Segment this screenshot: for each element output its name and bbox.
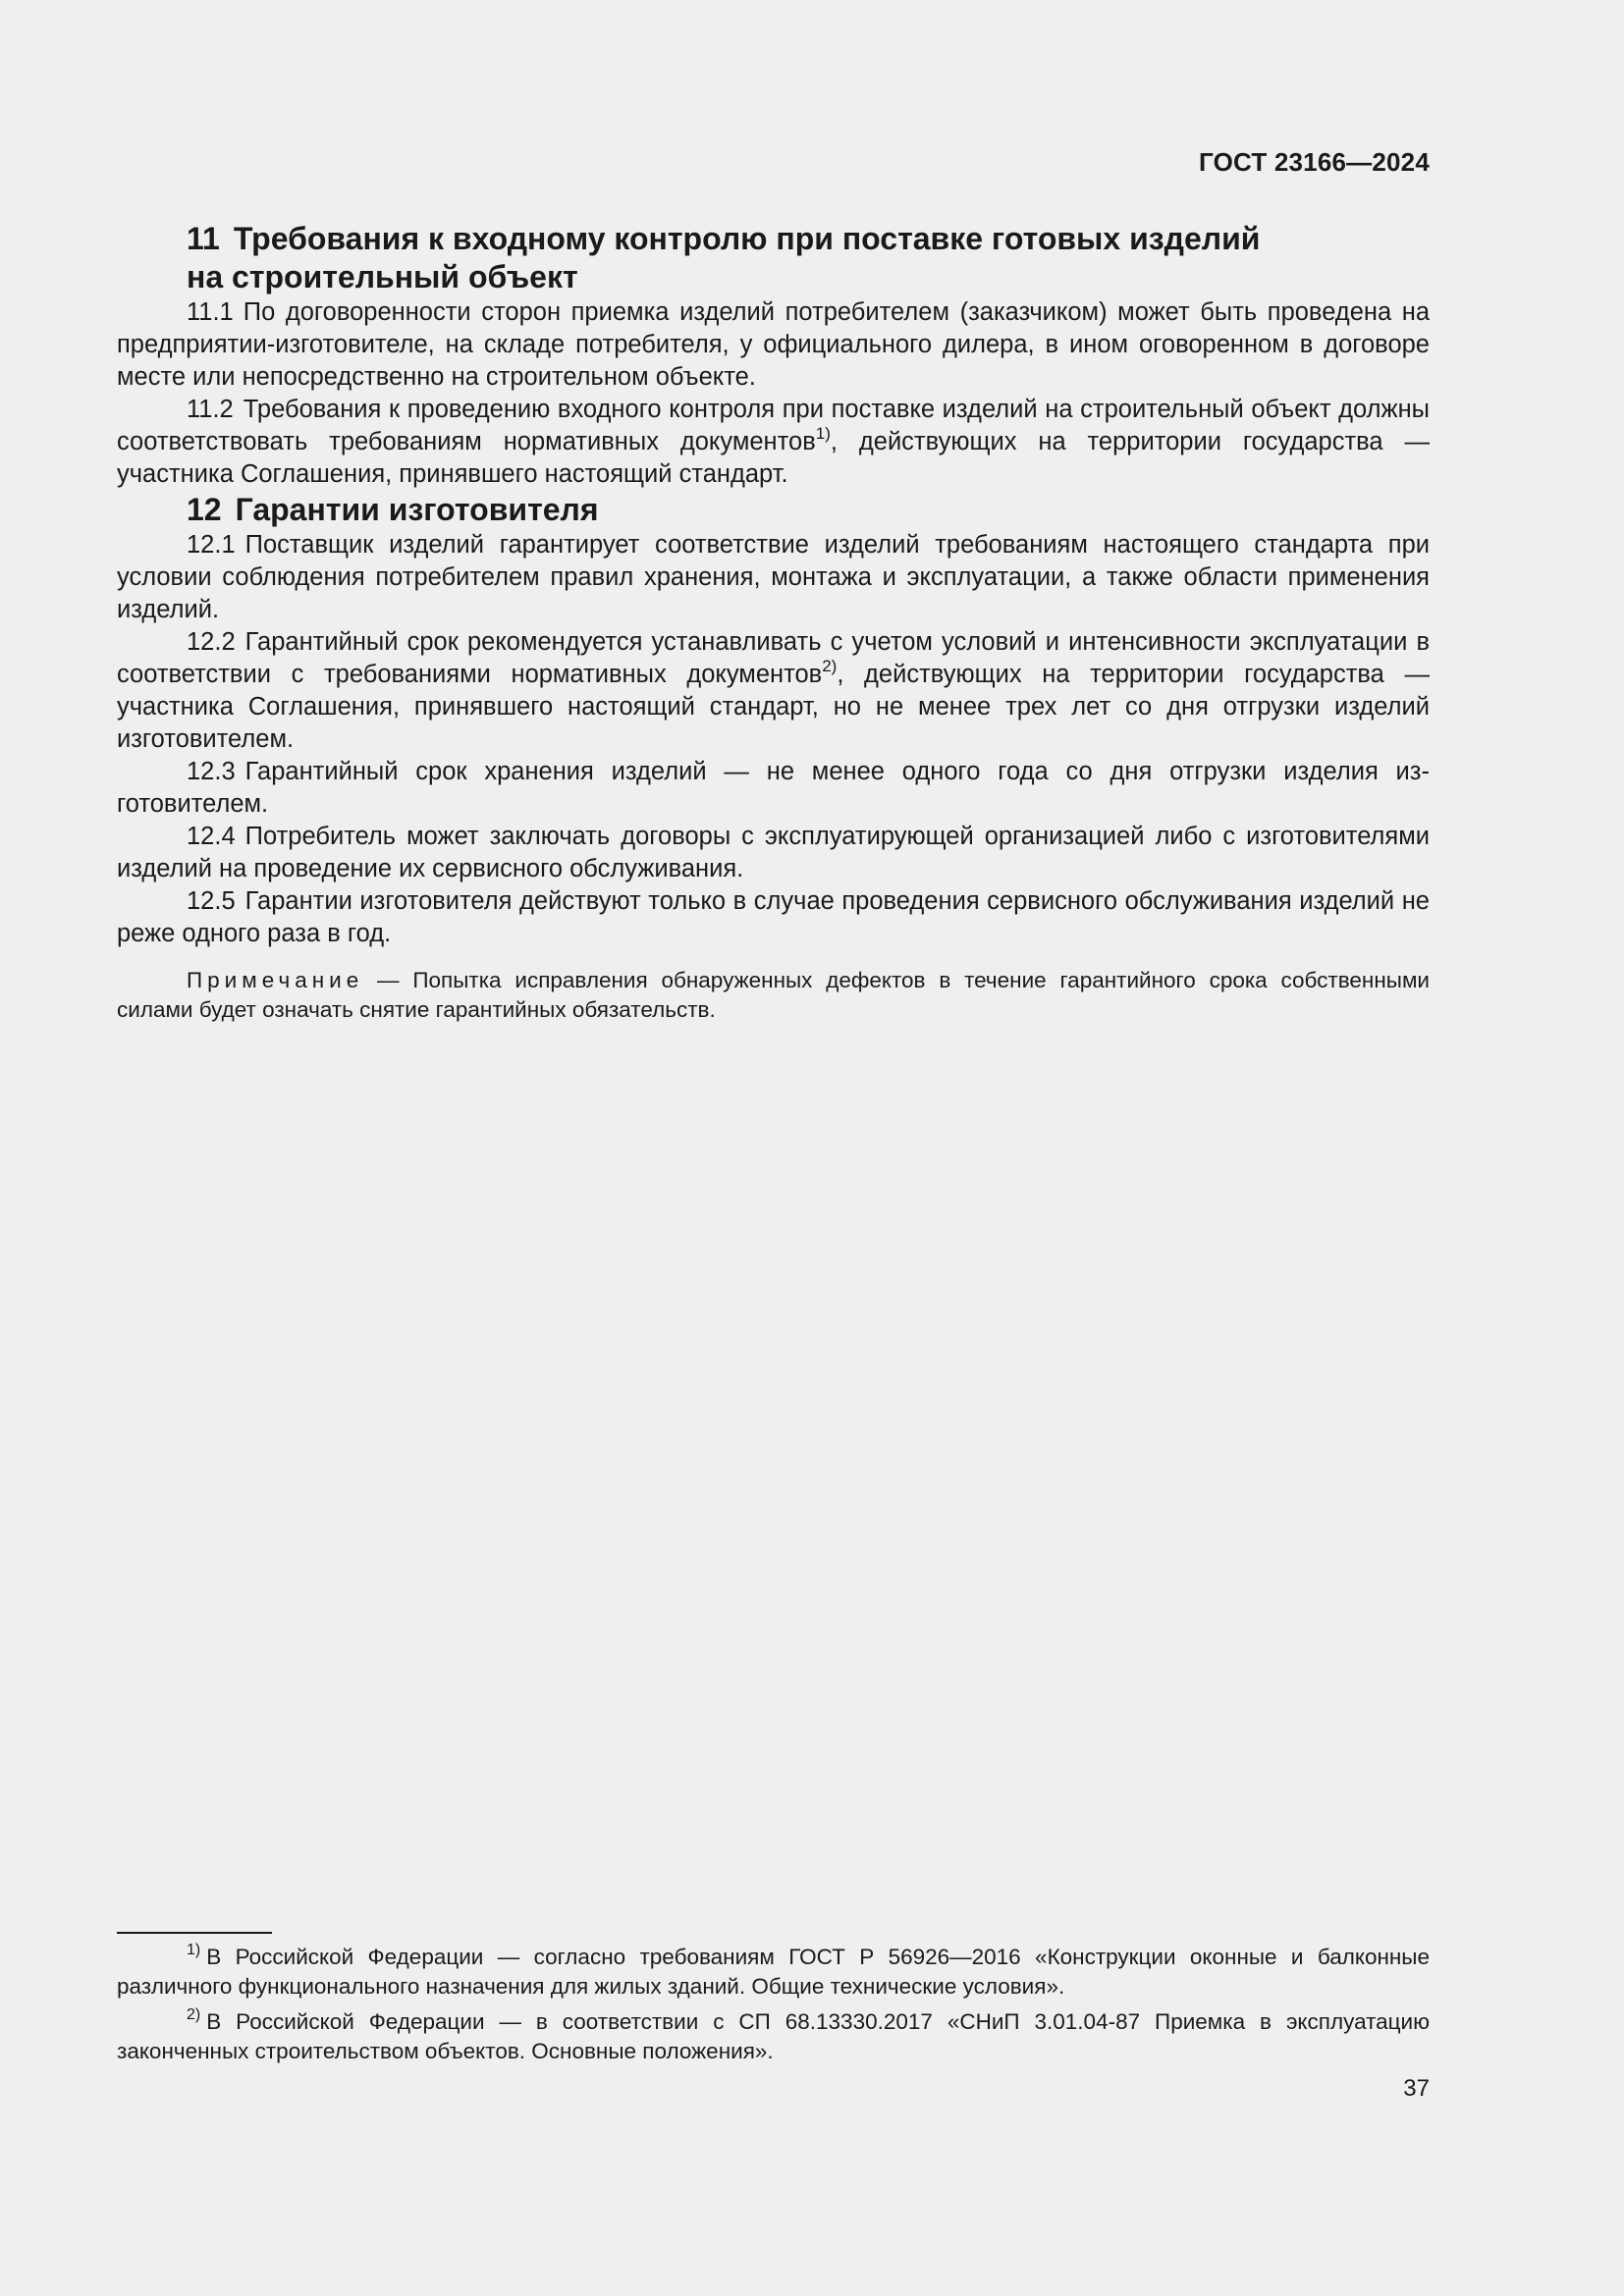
paragraph-text: Поставщик изделий гарантирует соответствие изделий требованиям настоящего стандарта при условии соблюдения потребителем правил хранения, монтажа и эксплуатации, а также области применения изделий. [117,531,1430,623]
section-number: 11 [187,221,220,256]
paragraph-number: 12.5 [187,887,236,915]
main-content [117,220,1430,1025]
paragraph-text: Гарантийный срок хранения изделий — не менее одного года со дня отгрузки изделия изготовителем. [117,758,1430,818]
paragraph-number: 11.2 [187,396,234,423]
paragraph-11-2 [117,394,1430,491]
footnote-1 [117,1943,1430,2002]
paragraph-text: Гарантии изготовителя действуют только в случае проведения сервисного обслуживания изделий не реже одного раза в год. [117,887,1430,947]
paragraph-12-5 [117,885,1430,950]
paragraph-text-cont: , действующих на территории государства — участника Соглашения, принявшего настоящий стандарт. [117,428,1430,488]
paragraph-number: 11.1 [187,298,234,326]
section-title-line1: Требования к входному контролю при поставке готовых изделий [233,221,1261,256]
note-label: Примечание [187,968,364,992]
footnote-mark: 2) [187,2006,201,2023]
paragraph-number: 12.4 [187,823,236,850]
page-number: 37 [1403,2075,1430,2102]
footnote-text: В Российской Федерации — в соответствии с СП 68.13330.2017 «СНиП 3.01.04-87 Приемка в эксплуатацию законченных строительством объектов. Основные положения». [117,2009,1430,2063]
paragraph-text: Потребитель может заключать договоры с эксплуатирующей организацией либо с изготовителями изделий на проведение их сервисного обслуживания. [117,823,1430,882]
note [117,966,1430,1025]
paragraph-12-2 [117,626,1430,756]
paragraph-text-cont: , действующих на территории государства — участника Соглашения, принявшего настоящий стандарт, но не менее трех лет со дня отгрузки изделий изготовителем. [117,661,1430,753]
document-code: ГОСТ 23166—2024 [1199,147,1430,177]
paragraph-12-4 [117,821,1430,885]
section-title-line2: на строительный объект [187,259,578,294]
footnote-ref-2[interactable]: 2) [822,657,838,675]
footnote-mark: 1) [187,1942,201,1958]
section-title: Гарантии изготовителя [235,492,599,527]
paragraph-text: По договоренности сторон приемка изделий потребителем (заказчиком) может быть проведена на предприятии-изготовителе, на складе потребителя, у официального дилера, в ином оговоренном в договоре месте или непосредственно на строительном объекте. [117,298,1430,391]
footnote-ref-1[interactable]: 1) [815,424,831,443]
paragraph-12-1 [117,529,1430,626]
footnote-2 [117,2007,1430,2066]
paragraph-number: 12.3 [187,758,236,785]
paragraph-number: 12.2 [187,628,236,656]
paragraph-text: Требования к проведению входного контроля при поставке изделий на строительный объект должны соответствовать требованиям нормативных документов [117,396,1430,455]
paragraph-11-1 [117,296,1430,394]
footnote-divider [117,1932,272,1934]
paragraph-12-3 [117,756,1430,821]
footnote-text: В Российской Федерации — согласно требованиям ГОСТ Р 56926—2016 «Конструкции оконные и балконные различного функционального назначения для жилых зданий. Общие технические условия». [117,1945,1430,1999]
note-text: — Попытка исправления обнаруженных дефектов в течение гарантийного срока собственными силами будет означать снятие гарантийных обязательств. [117,968,1430,1022]
paragraph-number: 12.1 [187,531,236,559]
footnotes [117,1932,1430,2072]
paragraph-text: Гарантийный срок рекомендуется устанавливать с учетом условий и интенсивности эксплуатации в соответствии с требованиями нормативных документов [117,628,1430,688]
section-11-heading [117,220,1430,296]
section-number: 12 [187,492,222,527]
section-12-heading [117,491,1430,529]
